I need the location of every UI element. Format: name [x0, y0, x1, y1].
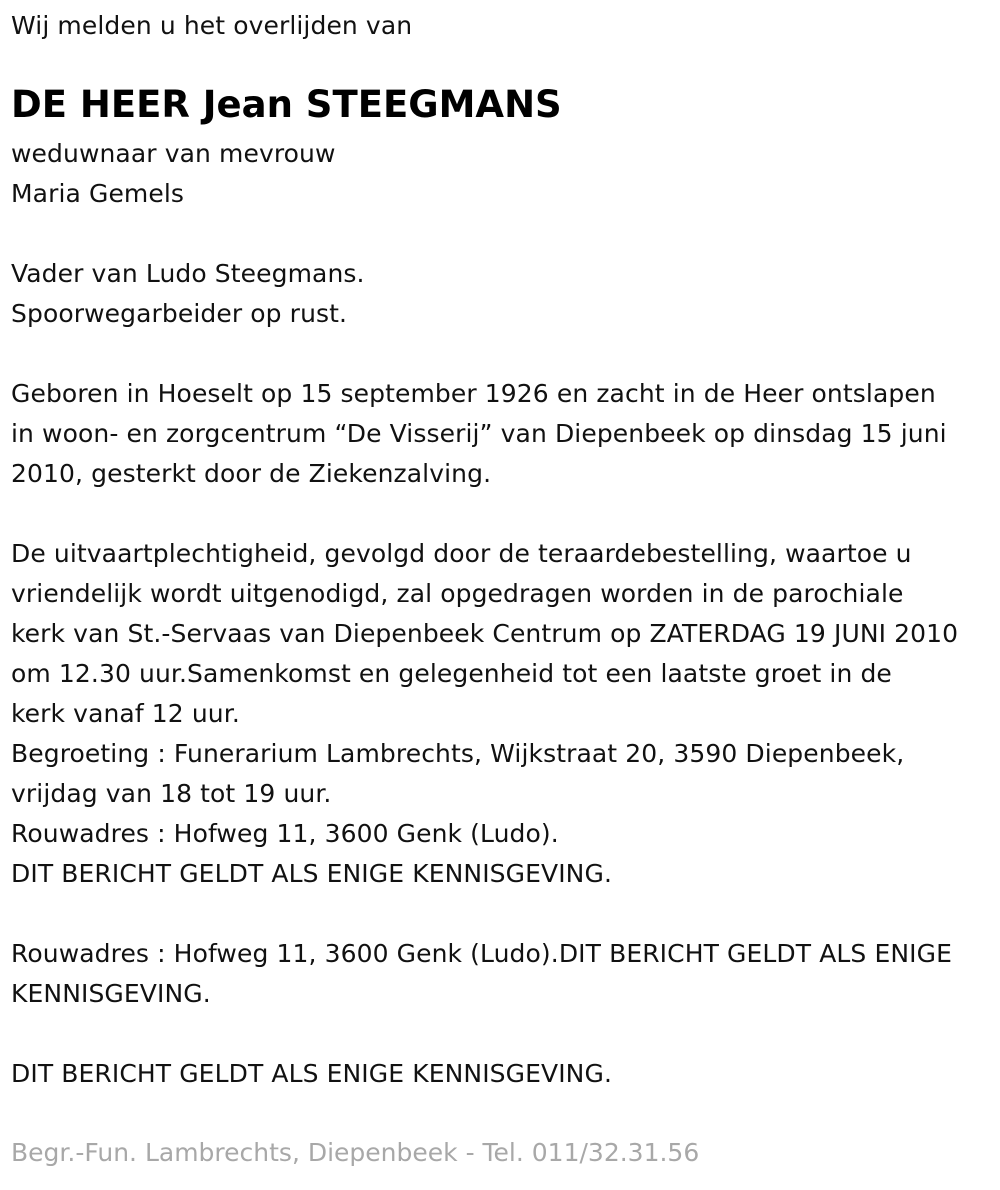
- spouse-line: weduwnaar van mevrouw: [11, 139, 336, 168]
- ceremony-line: DIT BERICHT GELDT ALS ENIGE KENNISGEVING.: [11, 859, 612, 888]
- birth-block: [11, 374, 947, 494]
- address-block: [11, 934, 952, 1014]
- ceremony-line: Rouwadres : Hofweg 11, 3600 Genk (Ludo).: [11, 819, 559, 848]
- ceremony-line: kerk van St.-Servaas van Diepenbeek Centrum op ZATERDAG 19 JUNI 2010: [11, 619, 959, 648]
- birth-line: 2010, gesterkt door de Ziekenzalving.: [11, 459, 492, 488]
- ceremony-line: Begroeting : Funerarium Lambrechts, Wijkstraat 20, 3590 Diepenbeek,: [11, 739, 905, 768]
- ceremony-line: om 12.30 uur.Samenkomst en gelegenheid tot een laatste groet in de: [11, 659, 892, 688]
- closing-block: [11, 1054, 612, 1094]
- ceremony-line: vrijdag van 18 tot 19 uur.: [11, 779, 332, 808]
- family-line: Vader van Ludo Steegmans.: [11, 259, 365, 288]
- occupation-line: Spoorwegarbeider op rust.: [11, 299, 348, 328]
- ceremony-line: vriendelijk wordt uitgenodigd, zal opgedragen worden in de parochiale: [11, 579, 904, 608]
- intro-text: Wij melden u het overlijden van: [11, 11, 413, 40]
- closing-line: DIT BERICHT GELDT ALS ENIGE KENNISGEVING.: [11, 1059, 612, 1088]
- ceremony-block: [11, 534, 958, 894]
- funeral-home-footer: Begr.-Fun. Lambrechts, Diepenbeek - Tel. 011/32.31.56: [11, 1138, 700, 1167]
- birth-line: in woon- en zorgcentrum “De Visserij” van Diepenbeek op dinsdag 15 juni: [11, 419, 947, 448]
- spouse-name: Maria Gemels: [11, 179, 185, 208]
- address-line: Rouwadres : Hofweg 11, 3600 Genk (Ludo).DIT BERICHT GELDT ALS ENIGE: [11, 939, 952, 968]
- ceremony-line: kerk vanaf 12 uur.: [11, 699, 240, 728]
- spouse-block: [11, 134, 336, 214]
- address-line: KENNISGEVING.: [11, 979, 211, 1008]
- ceremony-line: De uitvaartplechtigheid, gevolgd door de teraardebestelling, waartoe u: [11, 539, 912, 568]
- birth-line: Geboren in Hoeselt op 15 september 1926 en zacht in de Heer ontslapen: [11, 379, 936, 408]
- family-block: [11, 254, 365, 334]
- deceased-name: DE HEER Jean STEEGMANS: [11, 83, 562, 126]
